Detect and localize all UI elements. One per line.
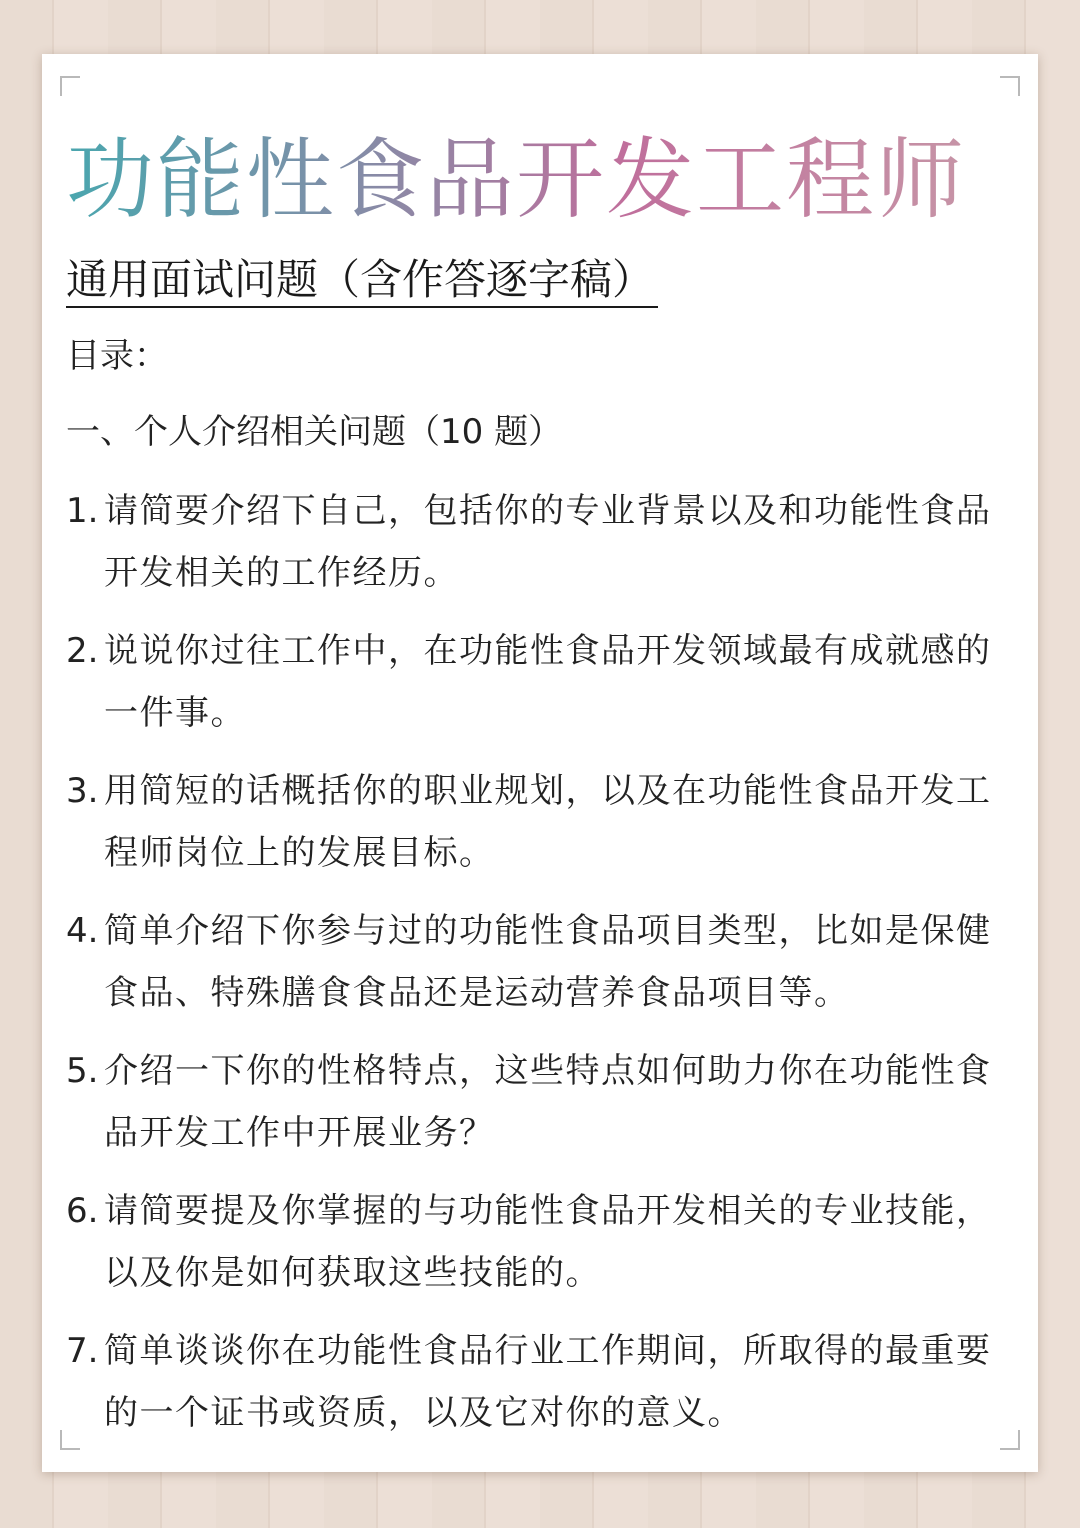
question-list: [66, 480, 1018, 1460]
question-text: 简单介绍下你参与过的功能性食品项目类型，比如是保健食品、特殊膳食食品还是运动营养食品项目等。: [104, 911, 992, 1013]
section-heading: 一、个人介绍相关问题（10 题）: [66, 412, 563, 452]
question-text: 说说你过往工作中，在功能性食品开发领域最有成就感的一件事。: [104, 631, 992, 733]
question-text: 请简要介绍下自己，包括你的专业背景以及和功能性食品开发相关的工作经历。: [104, 491, 992, 593]
question-number: 6.: [66, 1191, 99, 1231]
question-item: [66, 480, 1018, 604]
question-number: 4.: [66, 911, 99, 951]
question-text: 用简短的话概括你的职业规划，以及在功能性食品开发工程师岗位上的发展目标。: [104, 771, 992, 873]
question-item: [66, 620, 1018, 744]
toc-label: 目录：: [66, 336, 168, 376]
question-item: [66, 1320, 1018, 1444]
question-number: 5.: [66, 1051, 99, 1091]
question-item: [66, 760, 1018, 884]
question-text: 介绍一下你的性格特点，这些特点如何助力你在功能性食品开发工作中开展业务？: [104, 1051, 992, 1153]
question-item: [66, 1180, 1018, 1304]
question-item: [66, 1040, 1018, 1164]
question-text: 请简要提及你掌握的与功能性食品开发相关的专业技能，以及你是如何获取这些技能的。: [104, 1191, 992, 1293]
corner-mark-top-right: [1000, 76, 1020, 96]
page-subtitle: 通用面试问题（含作答逐字稿）: [66, 254, 658, 308]
question-number: 3.: [66, 771, 99, 811]
document-paper: [42, 54, 1038, 1472]
question-number: 7.: [66, 1331, 99, 1371]
corner-mark-top-left: [60, 76, 80, 96]
page-title: 功能性食品开发工程师: [66, 128, 967, 231]
question-number: 2.: [66, 631, 99, 671]
question-number: 1.: [66, 491, 99, 531]
question-item: [66, 900, 1018, 1024]
question-text: 简单谈谈你在功能性食品行业工作期间，所取得的最重要的一个证书或资质，以及它对你的意义。: [104, 1331, 992, 1433]
